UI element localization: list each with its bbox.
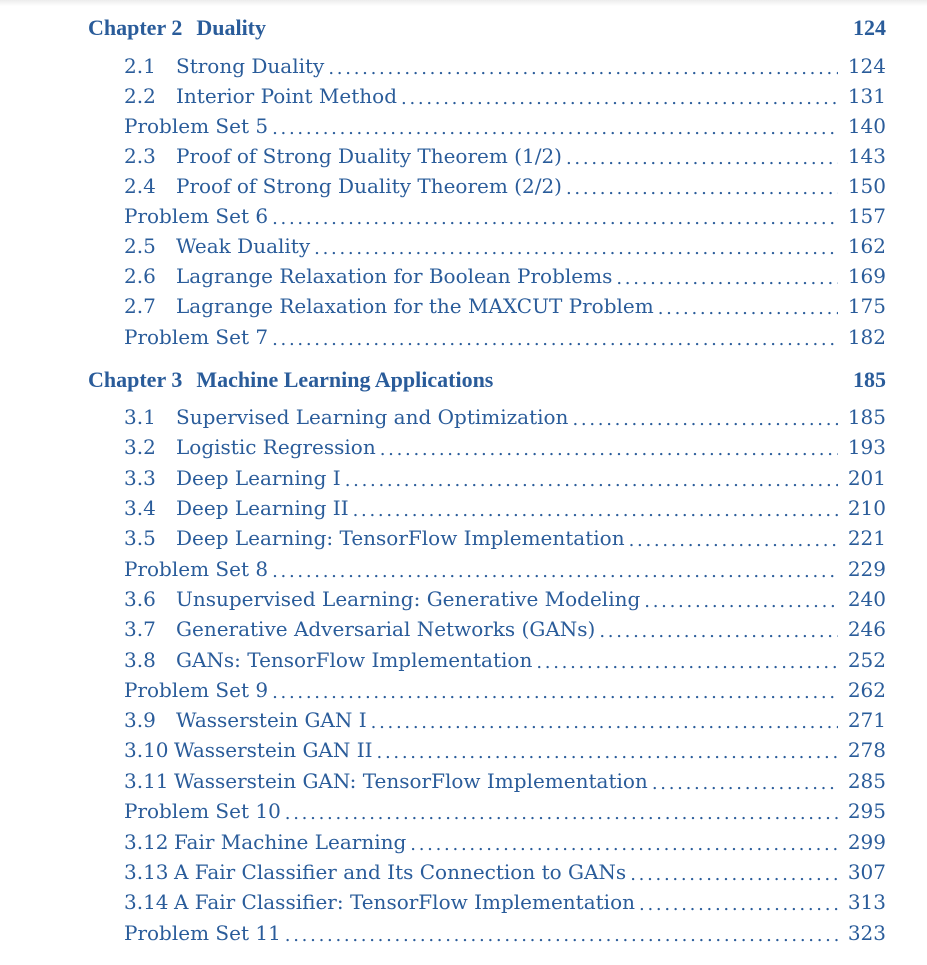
- toc-entry[interactable]: [124, 292, 886, 320]
- section-number: 2.3: [124, 144, 156, 168]
- section-title: Proof of Strong Duality Theorem (2/2): [176, 174, 562, 198]
- toc-entry[interactable]: [124, 858, 886, 886]
- page-number: 201: [847, 466, 886, 490]
- section-title: A Fair Classifier and Its Connection to GANs: [174, 860, 627, 884]
- dot-leader: [314, 239, 838, 259]
- section-title: Lagrange Relaxation for the MAXCUT Problem: [176, 294, 654, 318]
- toc-entry-problem-set[interactable]: [124, 676, 886, 704]
- page-number: 278: [847, 738, 886, 762]
- problem-set-title: Problem Set 7: [124, 325, 269, 349]
- dot-leader: [572, 410, 838, 430]
- toc-entry[interactable]: [124, 464, 886, 492]
- dot-leader: [285, 926, 838, 946]
- toc-entry[interactable]: [124, 585, 886, 613]
- toc-entry[interactable]: [124, 888, 886, 916]
- toc-entry[interactable]: [124, 524, 886, 552]
- chapter-heading[interactable]: [88, 14, 886, 42]
- page-number: 182: [847, 325, 886, 349]
- page-number: 299: [847, 830, 886, 854]
- toc-entry[interactable]: [124, 646, 886, 674]
- dot-leader: [285, 804, 838, 824]
- page-number: 150: [847, 174, 886, 198]
- section-number: 3.9: [124, 708, 156, 732]
- dot-leader: [371, 713, 838, 733]
- section-title: Fair Machine Learning: [174, 830, 407, 854]
- toc-entry[interactable]: [124, 82, 886, 110]
- dot-leader: [644, 592, 838, 612]
- dot-leader: [345, 471, 838, 491]
- page-number: 210: [847, 496, 886, 520]
- section-title: Generative Adversarial Networks (GANs): [176, 617, 596, 641]
- problem-set-title: Problem Set 5: [124, 114, 269, 138]
- dot-leader: [629, 531, 838, 551]
- page-number: 229: [847, 557, 886, 581]
- toc-entry-problem-set[interactable]: [124, 112, 886, 140]
- page-number: 323: [847, 921, 886, 945]
- section-number: 3.5: [124, 526, 156, 550]
- page-number: 193: [847, 435, 886, 459]
- dot-leader: [616, 269, 838, 289]
- chapter-label: Chapter 3: [88, 367, 183, 392]
- section-title: Interior Point Method: [176, 84, 398, 108]
- dot-leader: [272, 683, 838, 703]
- section-title: Supervised Learning and Optimization: [176, 405, 569, 429]
- section-number: 3.13: [124, 860, 169, 884]
- section-number: 3.1: [124, 405, 156, 429]
- toc-entry[interactable]: [124, 403, 886, 431]
- chapter-label: Chapter 2: [88, 15, 183, 40]
- page-number: 124: [847, 54, 886, 78]
- toc-entry[interactable]: [124, 767, 886, 795]
- toc-entry[interactable]: [124, 142, 886, 170]
- dot-leader: [652, 774, 838, 794]
- toc-entry[interactable]: [124, 706, 886, 734]
- toc-entry-problem-set[interactable]: [124, 323, 886, 351]
- dot-leader: [410, 835, 838, 855]
- section-number: 3.10: [124, 738, 169, 762]
- section-title: Strong Duality: [176, 54, 325, 78]
- section-title: Deep Learning I: [176, 466, 341, 490]
- problem-set-title: Problem Set 6: [124, 204, 269, 228]
- section-title: Lagrange Relaxation for Boolean Problems: [176, 264, 613, 288]
- section-title: Unsupervised Learning: Generative Modeling: [176, 587, 641, 611]
- page-number: 143: [847, 144, 886, 168]
- page-top-edge: [0, 0, 927, 6]
- section-number: 2.6: [124, 264, 156, 288]
- page-number: 162: [847, 234, 886, 258]
- problem-set-title: Problem Set 9: [124, 678, 269, 702]
- toc-entry-problem-set[interactable]: [124, 919, 886, 947]
- dot-leader: [658, 299, 838, 319]
- page-number: 175: [847, 294, 886, 318]
- problem-set-title: Problem Set 8: [124, 557, 269, 581]
- toc-entry[interactable]: [124, 172, 886, 200]
- section-number: 2.4: [124, 174, 156, 198]
- page-number: 307: [847, 860, 886, 884]
- page-number: 140: [847, 114, 886, 138]
- dot-leader: [630, 865, 838, 885]
- section-number: 3.6: [124, 587, 156, 611]
- toc-entry[interactable]: [124, 232, 886, 260]
- section-number: 3.8: [124, 648, 156, 672]
- problem-set-title: Problem Set 11: [124, 921, 281, 945]
- chapter-heading[interactable]: [88, 366, 886, 394]
- dot-leader: [380, 440, 838, 460]
- section-number: 3.3: [124, 466, 156, 490]
- dot-leader: [328, 59, 838, 79]
- section-title: Logistic Regression: [176, 435, 376, 459]
- page-number: 252: [847, 648, 886, 672]
- page-number: 285: [847, 769, 886, 793]
- dot-leader: [566, 179, 838, 199]
- page-number: 262: [847, 678, 886, 702]
- section-number: 2.2: [124, 84, 156, 108]
- dot-leader: [377, 743, 838, 763]
- page-number: 271: [847, 708, 886, 732]
- section-number: 3.12: [124, 830, 169, 854]
- section-title: Weak Duality: [176, 234, 311, 258]
- dot-leader: [272, 209, 838, 229]
- dot-leader: [566, 149, 838, 169]
- page-number: 157: [847, 204, 886, 228]
- chapter-title: Machine Learning Applications: [196, 367, 494, 392]
- section-title: Proof of Strong Duality Theorem (1/2): [176, 144, 562, 168]
- section-number: 3.11: [124, 769, 169, 793]
- page-number: 240: [847, 587, 886, 611]
- chapter-title: Duality: [196, 15, 267, 40]
- dot-leader: [353, 501, 838, 521]
- section-number: 3.2: [124, 435, 156, 459]
- page-number: 313: [847, 890, 886, 914]
- dot-leader: [272, 119, 838, 139]
- toc-entry-problem-set[interactable]: [124, 202, 886, 230]
- section-number: 3.14: [124, 890, 169, 914]
- toc-entry-problem-set[interactable]: [124, 797, 886, 825]
- section-title: A Fair Classifier: TensorFlow Implementation: [174, 890, 635, 914]
- toc-entry[interactable]: [124, 494, 886, 522]
- problem-set-title: Problem Set 10: [124, 799, 281, 823]
- page-number: 246: [847, 617, 886, 641]
- section-title: GANs: TensorFlow Implementation: [176, 648, 533, 672]
- dot-leader: [272, 330, 838, 350]
- section-number: 2.5: [124, 234, 156, 258]
- section-title: Deep Learning: TensorFlow Implementation: [176, 526, 625, 550]
- section-title: Wasserstein GAN I: [176, 708, 367, 732]
- section-number: 3.7: [124, 617, 156, 641]
- section-number: 2.1: [124, 54, 156, 78]
- toc-entry[interactable]: [124, 52, 886, 80]
- section-title: Wasserstein GAN: TensorFlow Implementation: [174, 769, 648, 793]
- dot-leader: [272, 562, 838, 582]
- page-number: 169: [847, 264, 886, 288]
- toc-entry[interactable]: [124, 615, 886, 643]
- toc-entry[interactable]: [124, 262, 886, 290]
- section-title: Wasserstein GAN II: [174, 738, 373, 762]
- page-number: 295: [847, 799, 886, 823]
- toc-entry[interactable]: [124, 433, 886, 461]
- dot-leader: [401, 89, 838, 109]
- dot-leader: [536, 653, 838, 673]
- section-number: 3.4: [124, 496, 156, 520]
- chapter-page-number: 124: [853, 15, 886, 40]
- section-title: Deep Learning II: [176, 496, 349, 520]
- toc-entry[interactable]: [124, 828, 886, 856]
- page-number: 185: [847, 405, 886, 429]
- page-number: 131: [847, 84, 886, 108]
- dot-leader: [639, 895, 838, 915]
- section-number: 2.7: [124, 294, 156, 318]
- dot-leader: [599, 622, 838, 642]
- toc-entry[interactable]: [124, 736, 886, 764]
- toc-entry-problem-set[interactable]: [124, 555, 886, 583]
- page-number: 221: [847, 526, 886, 550]
- chapter-page-number: 185: [853, 367, 886, 392]
